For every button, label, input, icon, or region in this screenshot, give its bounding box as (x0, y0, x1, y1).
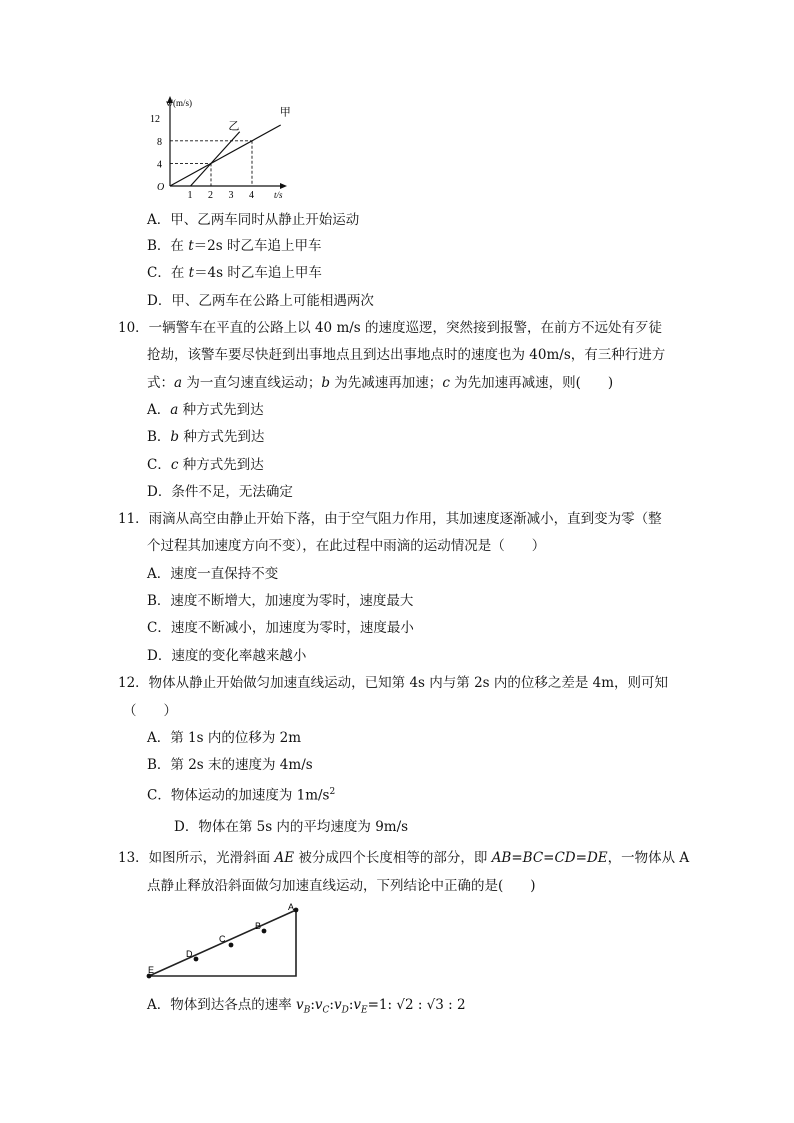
x-tick-label: 4 (249, 190, 254, 201)
label-e: E (148, 965, 155, 975)
y-tick-label: 4 (157, 159, 162, 171)
velocity-ratio: $v_B:v_C:v_D:v_E$ (296, 997, 368, 1016)
x-tick-label: 3 (228, 190, 234, 201)
series-label-yi: 乙 (228, 120, 240, 133)
point-d (194, 957, 199, 962)
q13-option-a: A．物体到达各点的速率 $v_B:v_C:v_D:v_E=1$: √2 : √3 : 2 (147, 997, 466, 1016)
point-a (294, 908, 299, 913)
label-c: C (219, 934, 226, 944)
label-a: A (288, 902, 295, 912)
q12-stem-line2: （ ） (123, 703, 177, 719)
q11-option-b: B．速度不断增大，加速度为零时，速度最大 (147, 593, 414, 609)
q13-stem-line2: 点静止释放沿斜面做匀加速直线运动，下列结论中正确的是( ) (147, 878, 536, 894)
q10-stem-line3: 式：a 为一直匀速直线运动；b 为先减速再加速；c 为先加速再减速，则( ) (147, 375, 614, 391)
q10-stem-line1: 10．一辆警车在平直的公路上以 40 m/s 的速度巡逻，突然接到报警，在前方不远处有歹徒 (118, 320, 663, 336)
series-label-jia: 甲 (279, 106, 291, 119)
q10-stem-line2: 抢劫，该警车要尽快赶到出事地点且到达出事地点时的速度也为 40m/s，有三种行进方 (147, 347, 666, 363)
label-b: B (255, 921, 262, 931)
x-axis-label: t/s (274, 190, 283, 200)
velocity-time-chart (140, 92, 300, 207)
x-axis-arrow (280, 183, 287, 189)
q11-option-a: A．速度一直保持不变 (147, 566, 279, 582)
x-tick-label: 2 (208, 190, 213, 201)
q12-option-a: A．第 1s 内的位移为 2m (147, 730, 302, 746)
q9-option-d: D．甲、乙两车在公路上可能相遇两次 (147, 293, 374, 309)
origin-label: O (157, 182, 165, 193)
series-line-2 (191, 132, 240, 186)
q9-option-b: B．在 t＝2s 时乙车追上甲车 (147, 238, 322, 254)
q12-option-b: B．第 2s 末的速度为 4m/s (147, 757, 313, 773)
q12-option-c: C．物体运动的加速度为 $1m/s^2$ (147, 787, 336, 804)
q11-stem-line1: 11．雨滴从高空由静止开始下落，由于空气阻力作用，其加速度逐渐减小，直到变为零（整 (118, 511, 662, 527)
q12-stem-line1: 12．物体从静止开始做匀加速直线运动，已知第 4s 内与第 2s 内的位移之差是 4m，则可知 (118, 675, 669, 691)
q11-option-d: D．速度的变化率越来越小 (147, 648, 307, 664)
label-d: D (186, 949, 193, 959)
y-axis-label: v/(m/s) (166, 98, 192, 108)
q10-option-a: A．a 种方式先到达 (147, 402, 264, 418)
q9-option-a: A．甲、乙两车同时从静止开始运动 (147, 212, 360, 228)
q10-option-c: C．c 种方式先到达 (147, 457, 264, 473)
q10-option-d: D．条件不足，无法确定 (147, 484, 293, 500)
point-b (262, 929, 267, 934)
q11-stem-line2: 个过程其加速度方向不变），在此过程中雨滴的运动情况是（ ） (147, 538, 546, 554)
q12-option-d: D．物体在第 5s 内的平均速度为 9m/s (174, 819, 409, 835)
y-tick-label: 8 (157, 136, 162, 148)
q11-option-c: C．速度不断减小，加速度为零时，速度最小 (147, 620, 414, 636)
q10-option-b: B．b 种方式先到达 (147, 429, 265, 445)
incline-figure (145, 900, 305, 980)
point-c (229, 943, 234, 948)
q13-stem-line1: 13．如图所示，光滑斜面 AE 被分成四个长度相等的部分，即 AB=BC=CD=DE，一物体从 A (118, 850, 690, 866)
q9-option-c: C．在 t＝4s 时乙车追上甲车 (147, 265, 322, 281)
y-tick-label: 12 (150, 114, 160, 126)
x-tick-label: 1 (187, 190, 193, 201)
series-line-1 (170, 125, 281, 186)
